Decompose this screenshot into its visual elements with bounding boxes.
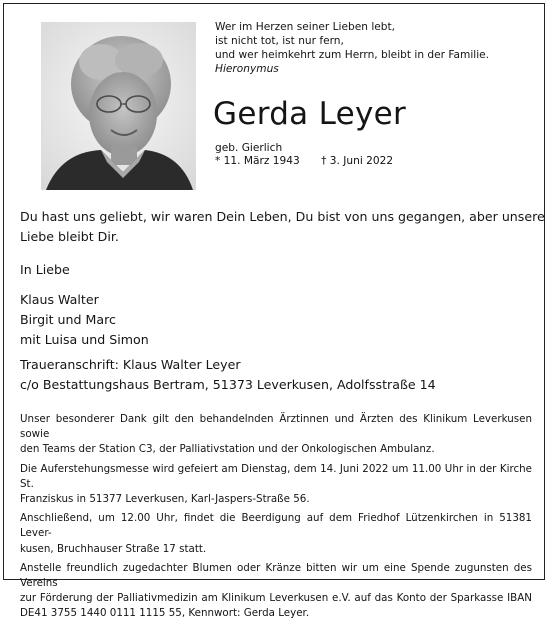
note-line: Unser besonderer Dank gilt den behandelnden Ärztinnen und Ärzten des Klinikum Leverkusen sowie (20, 413, 532, 441)
intro-line: Du hast uns geliebt, wir waren Dein Leben, Du bist von uns gegangen, aber unsere (20, 209, 545, 224)
life-dates (215, 154, 393, 168)
portrait-photo (41, 22, 196, 190)
deceased-name: Gerda Leyer (213, 96, 407, 132)
note-line: Anschließend, um 12.00 Uhr, findet die Beerdigung auf dem Friedhof Lützenkirchen in 51381 Lever- (20, 512, 532, 540)
death-date: † 3. Juni 2022 (321, 155, 394, 167)
address-line: Traueranschrift: Klaus Walter Leyer (20, 357, 241, 372)
in-liebe-text: In Liebe (20, 262, 70, 277)
note-line: Anstelle freundlich zugedachter Blumen oder Kränze bitten wir um eine Spende zugunsten des Vereins (20, 561, 532, 590)
intro-line: Liebe bleibt Dir. (20, 229, 119, 244)
notes-section (20, 412, 532, 626)
thanks-paragraph (20, 412, 532, 458)
quote-line: Wer im Herzen seiner Lieben lebt, (215, 21, 396, 33)
family-member: Klaus Walter (20, 292, 99, 307)
quote-line: ist nicht tot, ist nur fern, (215, 35, 344, 47)
intro-text (20, 207, 545, 247)
note-line: zur Förderung der Palliativmedizin am Klinikum Leverkusen e.V. auf das Konto der Sparkasse IBAN (20, 592, 532, 605)
note-line: DE41 3755 1440 0111 1115 55, Kennwort: Gerda Leyer. (20, 607, 310, 620)
quote-author: Hieronymus (215, 63, 279, 75)
mourning-address (20, 355, 535, 395)
address-line: c/o Bestattungshaus Bertram, 51373 Leverkusen, Adolfsstraße 14 (20, 377, 436, 392)
note-line: Franziskus in 51377 Leverkusen, Karl-Jaspers-Straße 56. (20, 493, 310, 506)
family-list (20, 290, 535, 350)
mass-paragraph (20, 462, 532, 508)
birth-name: geb. Gierlich (215, 142, 283, 154)
quote-line: und wer heimkehrt zum Herrn, bleibt in der Familie. (215, 49, 490, 61)
note-line: den Teams der Station C3, der Palliativstation und der Onkologischen Ambulanz. (20, 443, 435, 456)
donation-paragraph (20, 561, 532, 622)
memorial-quote (215, 20, 535, 76)
note-line: Die Auferstehungsmesse wird gefeiert am Dienstag, dem 14. Juni 2022 um 11.00 Uhr in der Kirche St. (20, 462, 532, 490)
birth-date: * 11. März 1943 (215, 155, 300, 167)
family-member: Birgit und Marc (20, 312, 116, 327)
family-member: mit Luisa und Simon (20, 332, 149, 347)
burial-paragraph (20, 511, 532, 557)
note-line: kusen, Bruchhauser Straße 17 statt. (20, 542, 207, 555)
